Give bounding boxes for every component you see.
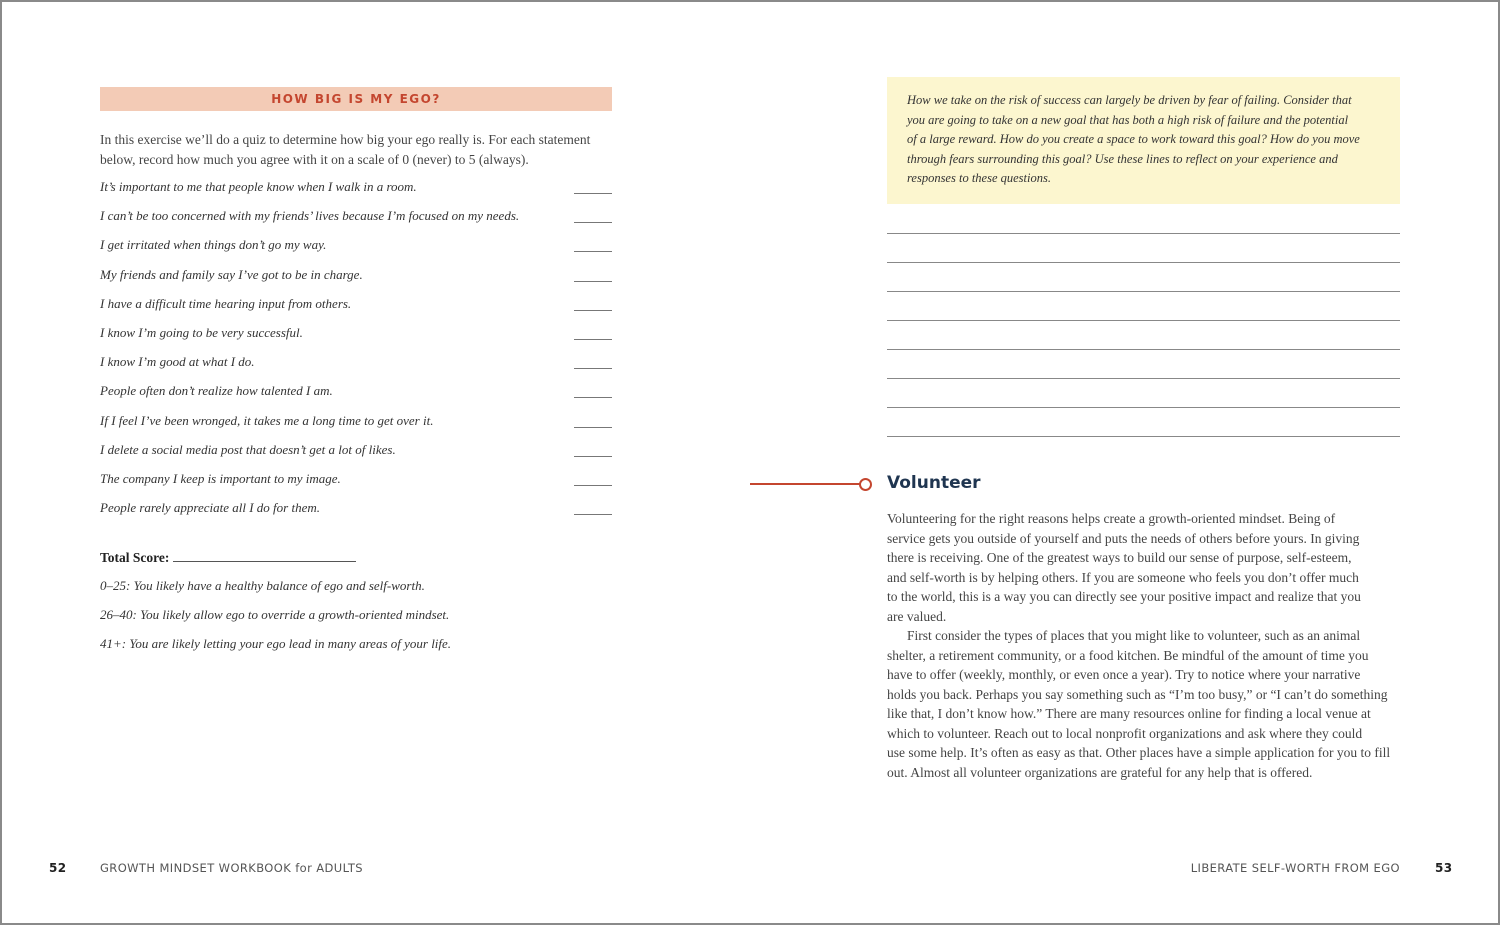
score-blank[interactable] bbox=[574, 456, 612, 457]
statement-text: People often don’t realize how talented I am. bbox=[100, 383, 333, 399]
body-line: holds you back. Perhaps you say something such as “I’m too busy,” or “I can’t do something bbox=[887, 686, 1388, 702]
writing-line[interactable] bbox=[887, 233, 1400, 234]
score-blank[interactable] bbox=[574, 281, 612, 282]
statement-text: I delete a social media post that doesn’t get a lot of likes. bbox=[100, 441, 396, 457]
body-line: to the world, this is a way you can directly see your positive impact and realize that you bbox=[887, 589, 1361, 604]
score-blank[interactable] bbox=[574, 368, 612, 369]
writing-line[interactable] bbox=[887, 407, 1400, 408]
section-marker-line bbox=[750, 483, 860, 485]
quiz-statement-row bbox=[100, 499, 612, 528]
quiz-statement-row bbox=[100, 412, 612, 441]
prompt-line: you are going to take on a new goal that has both a high risk of failure and the potential bbox=[907, 112, 1349, 127]
statement-text: I can’t be too concerned with my friends’ lives because I’m focused on my needs. bbox=[100, 208, 520, 224]
score-blank[interactable] bbox=[574, 222, 612, 223]
prompt-line: of a large reward. How do you create a space to work toward this goal? How do you move bbox=[907, 132, 1360, 146]
statement-text: I know I’m good at what I do. bbox=[100, 354, 255, 370]
quiz-statement-row bbox=[100, 382, 612, 411]
quiz-statement-row bbox=[100, 353, 612, 382]
statement-text: I get irritated when things don’t go my way. bbox=[100, 237, 327, 253]
prompt-line: How we take on the risk of success can largely be driven by fear of failing. Consider that bbox=[907, 93, 1352, 107]
quiz-statement-row bbox=[100, 236, 612, 265]
quiz-statements bbox=[100, 178, 612, 528]
page-number-left: 52 bbox=[49, 861, 67, 875]
result-item: 26–40: You likely allow ego to override a growth-oriented mindset. bbox=[100, 607, 450, 623]
total-score-label: Total Score: bbox=[100, 550, 170, 565]
result-item: 41+: You are likely letting your ego lead in many areas of your life. bbox=[100, 636, 452, 652]
reflection-prompt-text bbox=[907, 91, 1360, 189]
section-body bbox=[887, 509, 1407, 782]
writing-line[interactable] bbox=[887, 349, 1400, 350]
quiz-intro bbox=[100, 130, 620, 169]
section-marker-circle-icon bbox=[859, 478, 872, 491]
score-blank[interactable] bbox=[574, 485, 612, 486]
writing-line[interactable] bbox=[887, 320, 1400, 321]
body-line: have to offer (weekly, monthly, or even once a year). Try to notice where your narrative bbox=[887, 667, 1361, 682]
quiz-title-banner: HOW BIG IS MY EGO? bbox=[100, 87, 612, 111]
score-blank[interactable] bbox=[574, 514, 612, 515]
reflection-prompt-box bbox=[887, 77, 1400, 204]
body-line: First consider the types of places that you might like to volunteer, such as an animal bbox=[907, 628, 1361, 643]
total-score-blank[interactable] bbox=[173, 549, 356, 562]
statement-text: I have a difficult time hearing input from others. bbox=[100, 295, 352, 311]
statement-text: If I feel I’ve been wronged, it takes me a long time to get over it. bbox=[100, 412, 434, 428]
writing-line[interactable] bbox=[887, 378, 1400, 379]
score-blank[interactable] bbox=[574, 193, 612, 194]
quiz-statement-row bbox=[100, 266, 612, 295]
score-blank[interactable] bbox=[574, 339, 612, 340]
quiz-statement-row bbox=[100, 470, 612, 499]
score-results bbox=[100, 578, 451, 666]
total-score bbox=[100, 549, 356, 566]
prompt-line: responses to these questions. bbox=[907, 171, 1051, 185]
statement-text: It’s important to me that people know when I walk in a room. bbox=[100, 179, 417, 194]
statement-text: The company I keep is important to my image. bbox=[100, 470, 341, 486]
body-line: there is receiving. One of the greatest ways to build our sense of purpose, self-esteem, bbox=[887, 550, 1352, 565]
body-line: use some help. It’s often as easy as that. Other places have a simple application for you to fill bbox=[887, 745, 1391, 760]
body-line: which to volunteer. Reach out to local nonprofit organizations and ask where they could bbox=[887, 725, 1363, 741]
writing-line[interactable] bbox=[887, 262, 1400, 263]
body-line: out. Almost all volunteer organizations are grateful for any help that is offered. bbox=[887, 764, 1313, 780]
score-blank[interactable] bbox=[574, 310, 612, 311]
prompt-line: through fears surrounding this goal? Use these lines to reflect on your experience and bbox=[907, 151, 1338, 166]
score-blank[interactable] bbox=[574, 397, 612, 398]
chapter-title-footer: LIBERATE SELF-WORTH FROM EGO bbox=[1190, 861, 1400, 875]
writing-line[interactable] bbox=[887, 291, 1400, 292]
writing-line[interactable] bbox=[887, 436, 1400, 437]
body-line: like that, I don’t know how.” There are many resources online for finding a local venue at bbox=[887, 706, 1371, 721]
quiz-statement-row bbox=[100, 295, 612, 324]
statement-text: My friends and family say I’ve got to be in charge. bbox=[100, 266, 363, 282]
score-blank[interactable] bbox=[574, 251, 612, 252]
intro-line: below, record how much you agree with it on a scale of 0 (never) to 5 (always). bbox=[100, 151, 529, 167]
score-blank[interactable] bbox=[574, 427, 612, 428]
page-number-right: 53 bbox=[1435, 861, 1453, 875]
result-item: 0–25: You likely have a healthy balance of ego and self-worth. bbox=[100, 578, 425, 593]
body-line: are valued. bbox=[887, 608, 947, 624]
statement-text: People rarely appreciate all I do for them. bbox=[100, 500, 320, 516]
book-title-footer: GROWTH MINDSET WORKBOOK for ADULTS bbox=[100, 861, 363, 875]
quiz-statement-row bbox=[100, 207, 612, 236]
body-line: service gets you outside of yourself and puts the needs of others before yours. In giving bbox=[887, 530, 1360, 546]
quiz-statement-row bbox=[100, 441, 612, 470]
quiz-statement-row bbox=[100, 324, 612, 353]
statement-text: I know I’m going to be very successful. bbox=[100, 324, 303, 340]
body-line: and self-worth is by helping others. If you are someone who feels you don’t offer much bbox=[887, 569, 1359, 585]
section-heading: Volunteer bbox=[887, 473, 981, 493]
quiz-statement-row bbox=[100, 178, 612, 207]
body-line: Volunteering for the right reasons helps create a growth-oriented mindset. Being of bbox=[887, 511, 1336, 526]
intro-line: In this exercise we’ll do a quiz to determine how big your ego really is. For each statement bbox=[100, 132, 591, 147]
body-line: shelter, a retirement community, or a food kitchen. Be mindful of the amount of time you bbox=[887, 647, 1369, 663]
